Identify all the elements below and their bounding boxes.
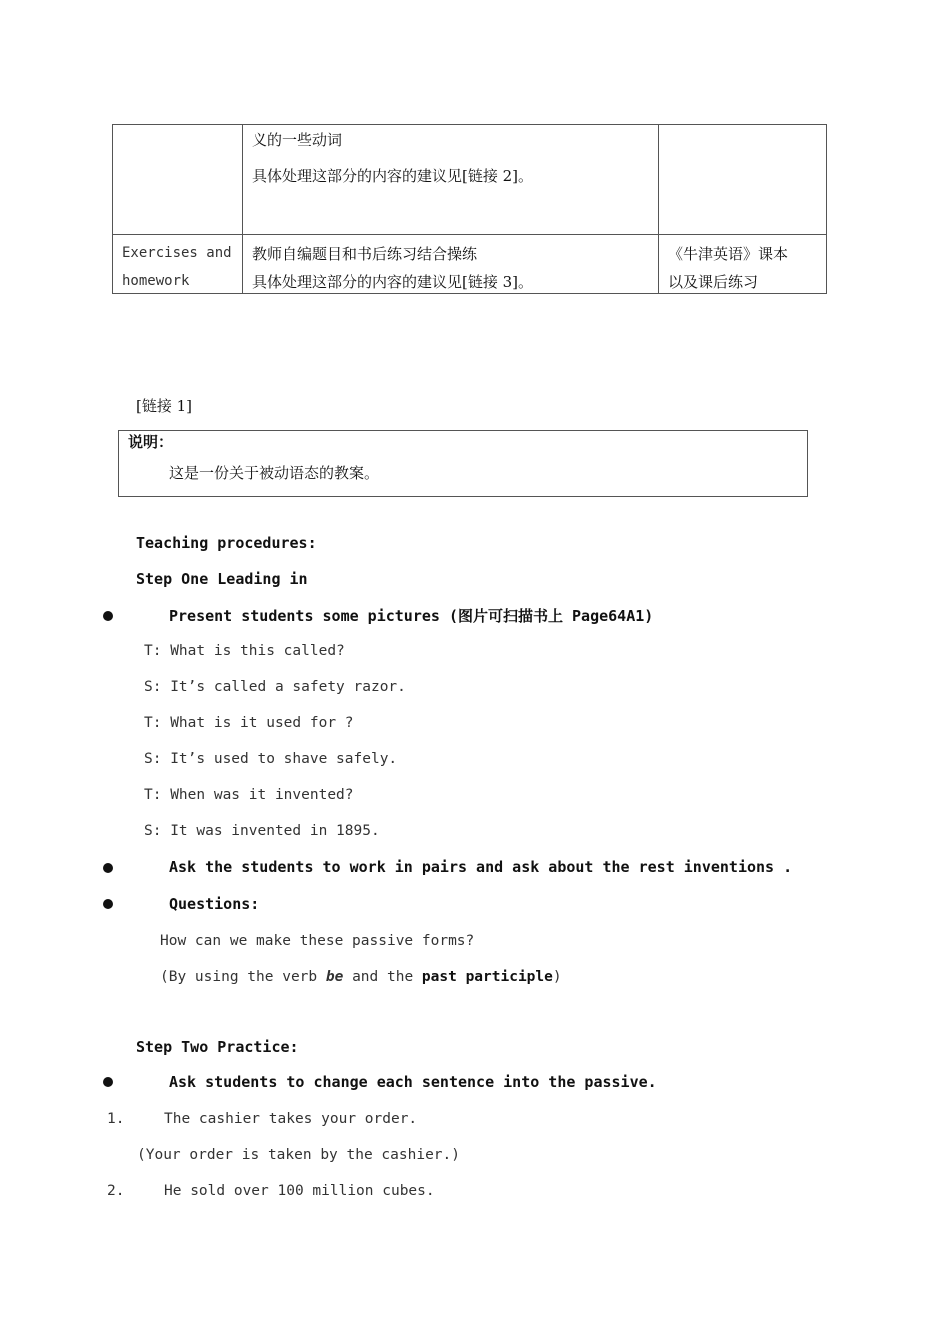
list-item: He sold over 100 million cubes. xyxy=(164,1183,435,1199)
table-cell xyxy=(659,125,827,235)
cell-text: 《牛津英语》课本 xyxy=(668,245,789,263)
list-answer: (Your order is taken by the cashier.) xyxy=(137,1147,461,1163)
answer-emphasis-be: be xyxy=(325,969,344,985)
bullet-text: Ask the students to work in pairs and ask about the rest inventions . xyxy=(169,858,793,876)
dialog-line: T: When was it invented? xyxy=(144,787,354,803)
table-cell xyxy=(113,235,243,294)
bullet-dot xyxy=(103,863,113,873)
answer-line xyxy=(160,969,562,985)
bullet-dot xyxy=(103,899,113,909)
note-text: 这是一份关于被动语态的教案。 xyxy=(169,464,380,482)
note-title: 说明： xyxy=(128,433,174,451)
table-cell xyxy=(659,235,827,294)
dialog-line: T: What is it used for ? xyxy=(144,715,354,731)
table-row xyxy=(113,125,827,235)
list-number: 1. xyxy=(107,1111,125,1127)
link-label: [链接 1] xyxy=(136,397,193,415)
cell-text: 具体处理这部分的内容的建议见[链接 3]。 xyxy=(252,273,534,291)
cell-text: 以及课后练习 xyxy=(668,273,759,291)
cell-text: 教师自编题目和书后练习结合操练 xyxy=(252,245,478,263)
question-line: How can we make these passive forms? xyxy=(160,933,475,949)
answer-text: and the xyxy=(343,969,422,985)
procedures-title: Teaching procedures: xyxy=(136,534,317,552)
answer-emphasis-participle: past participle xyxy=(421,969,553,985)
answer-text: ) xyxy=(552,969,562,985)
cell-text: Exercises and xyxy=(122,245,232,261)
dialog-line: S: It’s called a safety razor. xyxy=(144,679,406,695)
list-item: The cashier takes your order. xyxy=(164,1111,418,1127)
dialog-line: S: It was invented in 1895. xyxy=(144,823,380,839)
bullet-text: Questions: xyxy=(169,895,260,913)
list-number: 2. xyxy=(107,1183,125,1199)
bullet-text: Present students some pictures (图片可扫描书上 Page64A1) xyxy=(169,607,654,625)
table-cell xyxy=(113,125,243,235)
bullet-dot xyxy=(103,1077,113,1087)
cell-text: 具体处理这部分的内容的建议见[链接 2]。 xyxy=(252,167,534,185)
step-two-title: Step Two Practice: xyxy=(136,1038,299,1056)
table-cell xyxy=(243,125,659,235)
table-cell xyxy=(243,235,659,294)
cell-text: homework xyxy=(122,273,190,289)
dialog-line: T: What is this called? xyxy=(144,643,345,659)
bullet-text: Ask students to change each sentence into the passive. xyxy=(169,1073,657,1091)
dialog-line: S: It’s used to shave safely. xyxy=(144,751,398,767)
table-row xyxy=(113,235,827,294)
lesson-plan-table xyxy=(112,124,827,294)
bullet-dot xyxy=(103,611,113,621)
step-one-title: Step One Leading in xyxy=(136,570,308,588)
answer-text: (By using the verb xyxy=(160,969,326,985)
note-box xyxy=(118,430,808,497)
cell-text: 义的一些动词 xyxy=(252,131,343,149)
